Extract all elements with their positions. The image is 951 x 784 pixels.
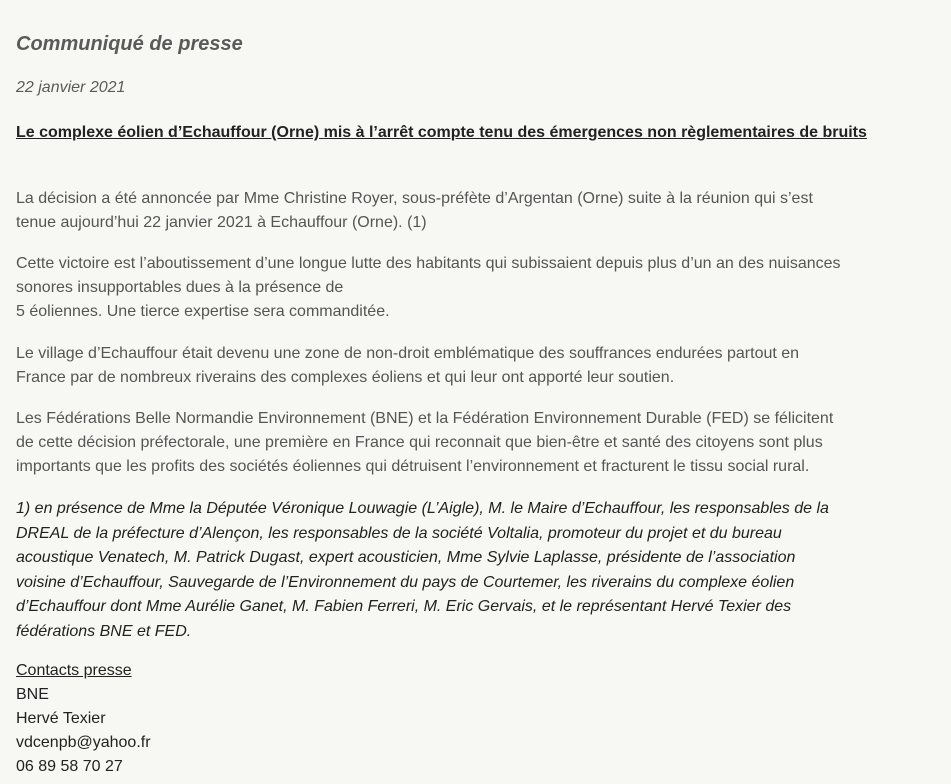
contact-phone: 06 89 58 70 27 [16, 758, 123, 775]
footnote [16, 497, 941, 644]
paragraph-line: sonores insupportables dues à la présence de [16, 279, 344, 296]
paragraph-line: La décision a été annoncée par Mme Christine Royer, sous-préfète d’Argentan (Orne) suite à la réunion qui s’est [16, 190, 813, 207]
paragraph-line: Cette victoire est l’aboutissement d’une longue lutte des habitants qui subissaient depuis plus d’un an des nuisances [16, 255, 841, 272]
press-contacts [16, 659, 151, 779]
paragraph-line: Le village d’Echauffour était devenu une zone de non-droit emblématique des souffrances endurées partout en [16, 345, 800, 362]
contact-organization: BNE [16, 686, 49, 703]
contacts-heading: Contacts presse [16, 662, 132, 679]
footnote-line: fédérations BNE et FED. [16, 622, 192, 640]
document-type-label: Communiqué de presse [16, 33, 243, 55]
footnote-line: acoustique Venatech, M. Patrick Dugast, expert acousticien, Mme Sylvie Laplasse, présidente de l’association [16, 549, 796, 566]
paragraph-victory [16, 252, 941, 324]
paragraph-announcement [16, 187, 941, 235]
paragraph-line: Les Fédérations Belle Normandie Environnement (BNE) et la Fédération Environnement Durable (FED) se félicitent [16, 410, 834, 427]
paragraph-line: France par de nombreux riverains des complexes éoliens et qui leur ont apporté leur soutien. [16, 369, 675, 386]
contact-name: Hervé Texier [16, 710, 106, 727]
footnote-line: d’Echauffour dont Mme Aurélie Ganet, M. Fabien Ferreri, M. Eric Gervais, et le représentant Hervé Texier des [16, 598, 792, 615]
paragraph-line: 5 éoliennes. Une tierce expertise sera commanditée. [16, 303, 390, 320]
footnote-line: voisine d’Echauffour, Sauvegarde de l’Environnement du pays de Courtemer, les riverains du complexe éolien [16, 573, 795, 591]
contact-email-link[interactable]: vdcenpb@yahoo.fr [16, 734, 151, 751]
paragraph-village [16, 342, 941, 390]
paragraph-line: de cette décision préfectorale, une première en France qui reconnait que bien-être et santé des citoyens sont plus [16, 434, 823, 451]
footnote-line: 1) en présence de Mme la Députée Véronique Louwagie (L’Aigle), M. le Maire d’Echauffour, les responsables de la [16, 500, 829, 517]
paragraph-line: importants que les profits des sociétés éoliennes qui détruisent l’environnement et fracturent le tissu social rural. [16, 458, 810, 475]
paragraph-federations [16, 407, 941, 479]
headline: Le complexe éolien d’Echauffour (Orne) mis à l’arrêt compte tenu des émergences non règlementaires de bruits [16, 124, 867, 141]
footnote-line: DREAL de la préfecture d’Alençon, les responsables de la société Voltalia, promoteur du projet et du bureau [16, 524, 782, 542]
release-date: 22 janvier 2021 [16, 79, 126, 96]
paragraph-line: tenue aujourd’hui 22 janvier 2021 à Echauffour (Orne). (1) [16, 214, 427, 231]
